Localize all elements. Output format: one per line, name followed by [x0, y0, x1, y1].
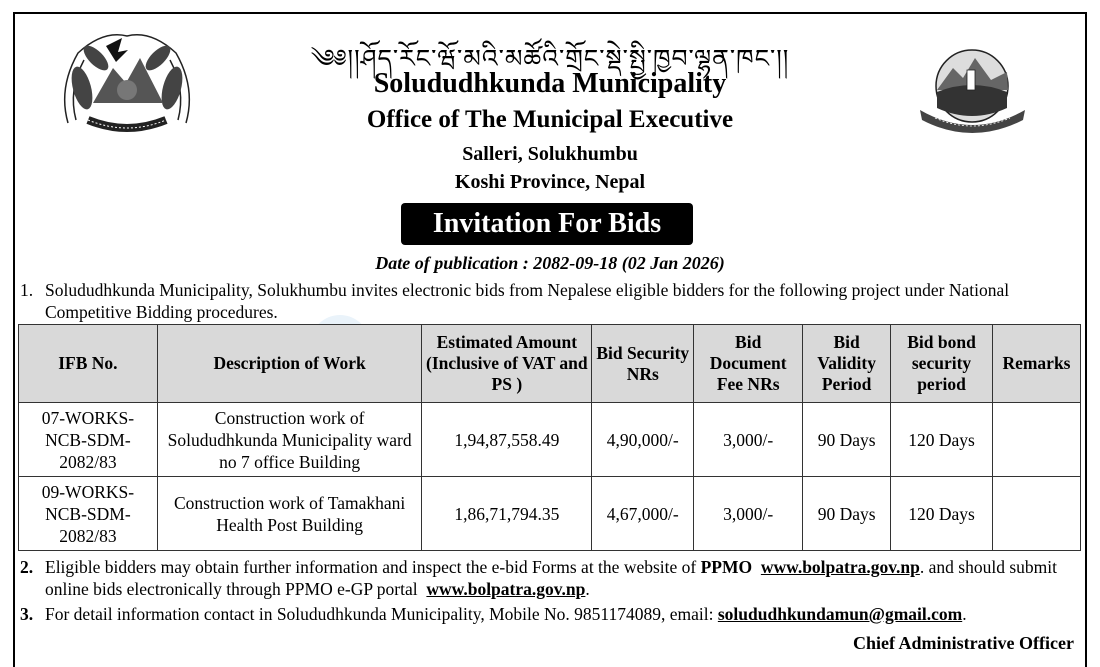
remarks-cell	[992, 403, 1080, 477]
ppmo-label: PPMO	[700, 557, 753, 577]
ifb-number-cell: 09-WORKS-NCB-SDM-2082/83	[19, 477, 158, 551]
paragraph-number: 2.	[20, 557, 34, 577]
text-segment: .	[585, 579, 590, 599]
table-row	[19, 403, 1081, 477]
paragraph-text	[20, 556, 1085, 600]
table-header-row	[19, 325, 1081, 403]
paragraph-text	[20, 603, 1085, 625]
column-header: Bid Document Fee NRs	[694, 325, 803, 403]
bids-table	[18, 324, 1081, 551]
text-segment: Eligible bidders may obtain further information and inspect the e-bid Forms at the website of	[45, 557, 701, 577]
table-row	[19, 477, 1081, 551]
bolpatra-link[interactable]: www.bolpatra.gov.np	[760, 557, 920, 577]
bid-security-cell: 4,67,000/-	[592, 477, 694, 551]
column-header: Bid bond security period	[891, 325, 993, 403]
nepal-government-emblem-icon	[48, 28, 206, 146]
notice-title: Invitation For Bids	[401, 203, 693, 245]
remarks-cell	[992, 477, 1080, 551]
column-header: Description of Work	[157, 325, 422, 403]
column-header: Bid Validity Period	[803, 325, 891, 403]
column-header: Bid Security NRs	[592, 325, 694, 403]
text-segment: .	[962, 604, 967, 624]
column-header: Estimated Amount (Inclusive of VAT and PS )	[422, 325, 592, 403]
municipality-name: Solududhkunda Municipality	[373, 68, 727, 99]
text-segment: For detail information contact in Solududhkunda Municipality, Mobile No. 9851174089, email:	[45, 604, 718, 624]
column-header: IFB No.	[19, 325, 158, 403]
bond-period-cell: 120 Days	[891, 403, 993, 477]
amount-cell: 1,86,71,794.35	[422, 477, 592, 551]
validity-cell: 90 Days	[803, 403, 891, 477]
office-name: Office of The Municipal Executive	[366, 106, 734, 133]
paragraph-1	[20, 279, 1085, 323]
description-cell: Construction work of Tamakhani Health Post Building	[157, 477, 422, 551]
email-link[interactable]: solududhkundamun@gmail.com	[717, 604, 963, 624]
paragraph-number: 1.	[20, 280, 34, 300]
description-cell: Construction work of Solududhkunda Municipality ward no 7 office Building	[157, 403, 422, 477]
ifb-number-cell: 07-WORKS-NCB-SDM-2082/83	[19, 403, 158, 477]
paragraph-3	[20, 603, 1085, 625]
address-line-2: Koshi Province, Nepal	[454, 171, 646, 193]
text-segment: . and should submit online bids electronically through PPMO e-GP portal	[45, 557, 1057, 599]
egp-portal-link[interactable]: www.bolpatra.gov.np	[426, 579, 586, 599]
tibetan-motto: ༄༅།།ཤོད་རོང་ཝོ་མའི་མཚོའི་གྲོང་སྡེ་སྤྱི་ཁྱབ་ལྷན་ཁང་།།	[310, 44, 790, 73]
paragraph-text: Solududhkunda Municipality, Solukhumbu invites electronic bids from Nepalese eligible bidders for the following project under National Competitive Bidding procedures.	[45, 280, 1010, 322]
validity-cell: 90 Days	[803, 477, 891, 551]
municipality-emblem-icon	[915, 38, 1030, 138]
paragraph-number: 3.	[20, 604, 34, 624]
bid-security-cell: 4,90,000/-	[592, 403, 694, 477]
signature-title: Chief Administrative Officer	[853, 633, 1074, 653]
address-line-1: Salleri, Solukhumbu	[462, 143, 638, 165]
publication-date: Date of publication : 2082-09-18 (02 Jan 2026)	[375, 253, 725, 273]
bond-period-cell: 120 Days	[891, 477, 993, 551]
paragraph-2	[20, 556, 1085, 600]
column-header: Remarks	[992, 325, 1080, 403]
doc-fee-cell: 3,000/-	[694, 403, 803, 477]
doc-fee-cell: 3,000/-	[694, 477, 803, 551]
amount-cell: 1,94,87,558.49	[422, 403, 592, 477]
